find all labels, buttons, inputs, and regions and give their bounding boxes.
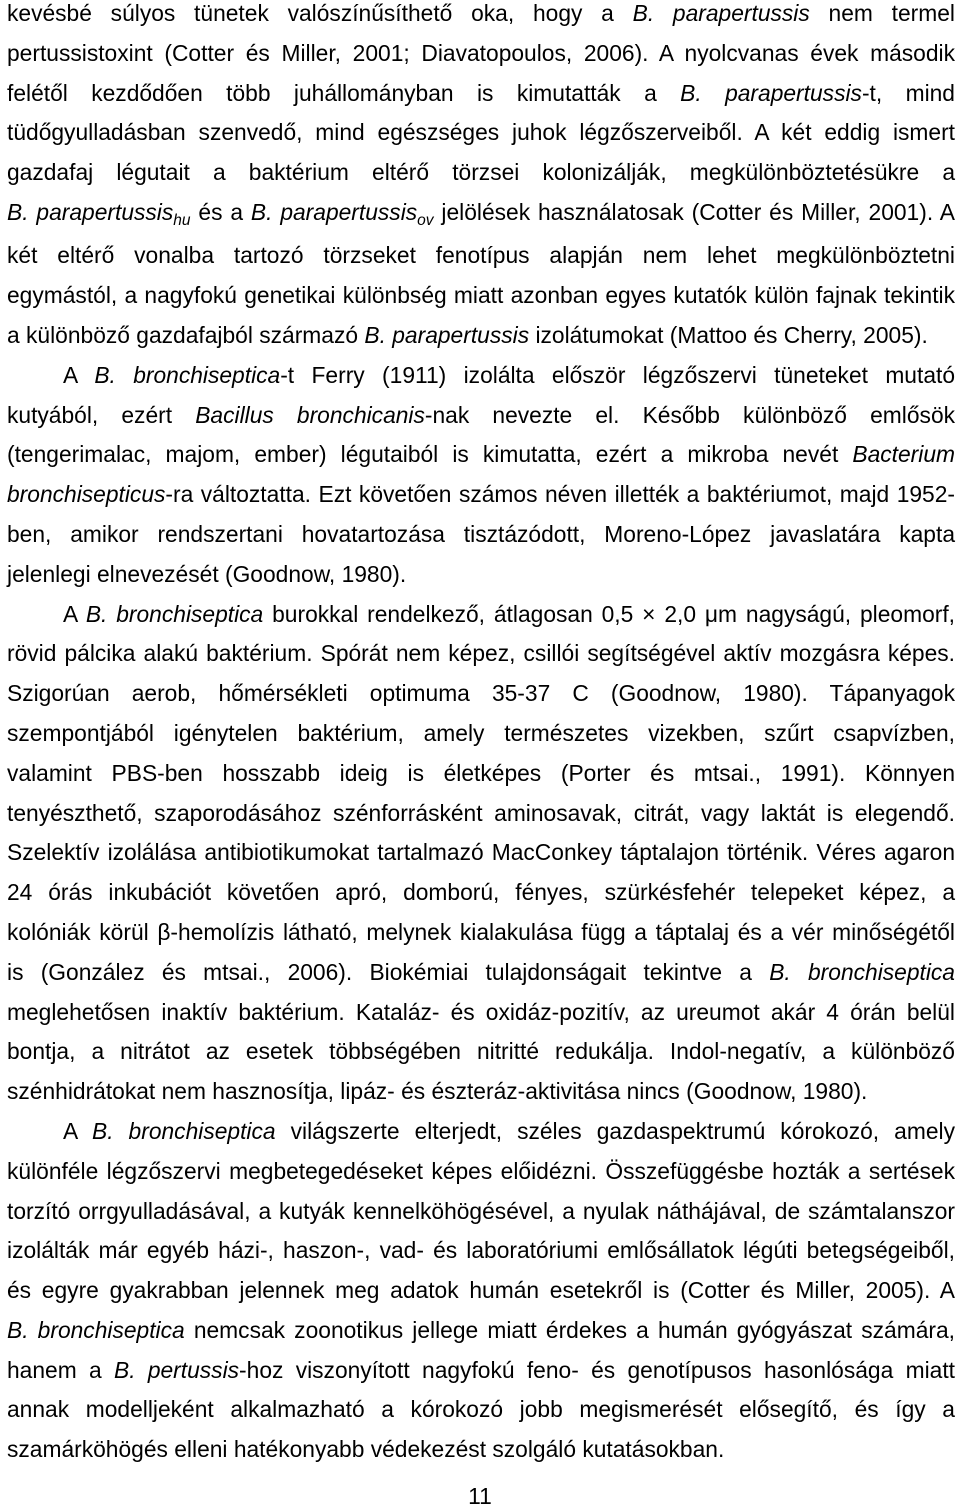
text-run: Szelektív izolálása antibiotikumokat tartalmazó MacConkey táptalajon történik. Véres agaron — [7, 839, 955, 866]
text-run: felétől kezdődően több juhállományban is kimutatták a — [7, 79, 681, 106]
text-line — [7, 1317, 955, 1357]
text-line — [7, 1357, 955, 1397]
text-run: meglehetősen inaktív baktérium. Kataláz- és oxidáz-pozitív, az ureumot akár 4 órán belül — [7, 998, 955, 1025]
paragraph — [7, 0, 955, 362]
text-line — [7, 601, 955, 641]
species-name: B. parapertussis — [680, 79, 862, 106]
text-run: nem termel — [809, 0, 955, 26]
species-name: B. bronchiseptica — [91, 1117, 276, 1144]
text-run: (tengerimalac, majom, ember) légutaiból is kimutatta, ezért a mikroba nevét — [7, 441, 853, 468]
text-run: és egyre gyakrabban jelennek meg adatok humán esetekről is (Cotter és Miller, 2005). A — [7, 1277, 955, 1304]
text-line — [7, 1118, 955, 1158]
text-line — [7, 999, 955, 1039]
text-line — [7, 199, 955, 242]
text-run: Szigorúan aerob, hőmérsékleti optimuma 35-37 C (Goodnow, 1980). Tápanyagok — [7, 680, 955, 707]
text-run: is (González és mtsai., 2006). Biokémiai tulajdonságait tekintve a — [7, 958, 770, 985]
text-run: jelölések használatosak (Cotter és Miller, 2001). A — [433, 198, 955, 225]
species-name: B. parapertussis — [364, 321, 530, 348]
text-run: -hoz viszonyított nagyfokú feno- és genotípusos hasonlósága miatt — [239, 1356, 955, 1383]
text-run: nemcsak zoonotikus jellege miatt érdekes a humán gyógyászat számára, — [184, 1316, 956, 1343]
text-line — [7, 1078, 955, 1118]
text-line — [7, 322, 955, 362]
species-name: B. parapertussis — [250, 198, 418, 225]
text-run: valamint PBS-ben hosszabb ideig is életképes (Porter és mtsai., 1991). Könnyen — [7, 759, 955, 786]
text-line — [7, 800, 955, 840]
text-run: -nak nevezte el. Később különböző emlősök — [424, 401, 956, 428]
strain-subscript: hu — [173, 211, 191, 229]
text-line — [7, 760, 955, 800]
text-line — [7, 561, 955, 601]
text-run: A — [63, 1117, 92, 1144]
text-run: izolátumokat (Mattoo és Cherry, 2005). — [529, 321, 928, 348]
paragraph — [7, 1118, 955, 1476]
text-line — [7, 40, 955, 80]
species-name: B. bronchiseptica — [94, 361, 281, 388]
text-line — [7, 1436, 955, 1476]
text-run: gazdafaj légutait a baktérium eltérő törzsei kolonizálják, megkülönböztetésükre a — [7, 159, 955, 186]
text-line — [7, 680, 955, 720]
text-run: világszerte elterjedt, széles gazdaspektrumú kórokozó, amely — [275, 1117, 955, 1144]
text-line — [7, 959, 955, 999]
page-number: 11 — [468, 1483, 492, 1509]
species-name: B. bronchiseptica — [85, 600, 264, 627]
strain-subscript: ov — [417, 211, 434, 229]
species-name: bronchisepticus — [7, 481, 166, 508]
text-line — [7, 720, 955, 760]
text-line — [7, 839, 955, 879]
text-line — [7, 1277, 955, 1317]
text-run: szénhidrátokat nem hasznosítja, lipáz- és észteráz-aktivitása nincs (Goodnow, 1980). — [7, 1078, 868, 1105]
document-body — [7, 0, 955, 1476]
text-run: torzító orrgyulladásával, a kutyák kennelköhögésével, a nyulak náthájával, de számtalanszor — [7, 1197, 955, 1224]
paragraph — [7, 601, 955, 1118]
text-line — [7, 80, 955, 120]
text-line — [7, 640, 955, 680]
text-line — [7, 242, 955, 282]
text-line — [7, 521, 955, 561]
text-line — [7, 1158, 955, 1198]
text-line — [7, 119, 955, 159]
text-line — [7, 1038, 955, 1078]
text-run: különféle légzőszervi megbetegedéseket képes előidézni. Összefüggésbe hozták a sertések — [7, 1157, 955, 1184]
text-run: -t, mind — [861, 79, 955, 106]
text-run: 24 órás inkubációt követően apró, domború, fényes, szürkésfehér telepeket képez, a — [7, 879, 955, 906]
species-name: B. parapertussis — [632, 0, 810, 26]
species-name: Bacillus bronchicanis — [195, 401, 425, 428]
text-run: tüdőgyulladásban szenvedő, mind egészséges juhok légzőszerveiből. A két eddig ismert — [7, 119, 955, 146]
text-run: ben, amikor rendszertani hovatartozása tisztázódott, Moreno-López javaslatára kapta — [7, 520, 955, 547]
text-line — [7, 441, 955, 481]
text-run: és a — [190, 198, 251, 225]
text-run: annak modelljeként alkalmazható a kórokozó jobb megismerését elősegítő, és így a — [7, 1396, 955, 1423]
species-name: B. bronchiseptica — [769, 958, 955, 985]
text-run: egymástól, a nagyfokú genetikai különbség miatt azonban egyes kutatók külön fajnak tekintik — [7, 282, 955, 309]
text-run: burokkal rendelkező, átlagosan 0,5 × 2,0 μm nagyságú, pleomorf, — [263, 600, 956, 627]
text-run: szempontjából igénytelen baktérium, amely természetes vizekben, szűrt csapvízben, — [7, 719, 955, 746]
text-run: kutyából, ezért — [7, 401, 196, 428]
text-line — [7, 919, 955, 959]
text-run: pertussistoxint (Cotter és Miller, 2001; Diavatopoulos, 2006). A nyolcvanas évek második — [7, 39, 955, 66]
species-name: B. parapertussis — [7, 198, 174, 225]
text-line — [7, 159, 955, 199]
text-line — [7, 362, 955, 402]
text-run: jelenlegi elnevezését (Goodnow, 1980). — [7, 560, 407, 587]
species-name: B. pertussis — [113, 1356, 240, 1383]
text-line — [7, 1237, 955, 1277]
text-run: bontja, a nitrátot az esetek többségében nitritté redukálja. Indol-negatív, a különböző — [7, 1038, 955, 1065]
text-line — [7, 481, 955, 521]
text-run: -ra változtatta. Ezt követően számos néven illették a baktériumot, majd 1952- — [165, 481, 955, 508]
species-name: B. bronchiseptica — [7, 1316, 185, 1343]
text-line — [7, 402, 955, 442]
text-run: -t Ferry (1911) izolálta először légzőszervi tüneteket mutató — [280, 361, 956, 388]
paragraph — [7, 362, 955, 601]
text-run: a különböző gazdafajból származó — [7, 321, 365, 348]
species-name: Bacterium — [852, 441, 955, 468]
text-line — [7, 282, 955, 322]
text-run: kevésbé súlyos tünetek valószínűsíthető oka, hogy a — [7, 0, 633, 26]
text-run: szamárköhögés elleni hatékonyabb védekezést szolgáló kutatásokban. — [7, 1436, 725, 1463]
text-run: két eltérő vonalba tartozó törzseket fenotípus alapján nem lehet megkülönböztetni — [7, 242, 955, 269]
text-run: rövid pálcika alakú baktérium. Spórát nem képez, csillói segítségével aktív mozgásra képes. — [7, 640, 955, 667]
text-line — [7, 1198, 955, 1238]
text-run: izolálták már egyéb házi-, haszon-, vad- és laboratóriumi emlősállatok légúti betegségeiből, — [7, 1237, 955, 1264]
text-run: kolóniák körül β-hemolízis látható, melynek kialakulása függ a táptalaj és a vér minőségétől — [7, 918, 955, 945]
text-line — [7, 0, 955, 40]
text-run: A — [63, 361, 95, 388]
text-run: tenyészthető, szaporodásához szénforrásként aminosavak, citrát, vagy laktát is elegendő. — [7, 799, 955, 826]
text-run: hanem a — [7, 1356, 114, 1383]
text-run: A — [63, 600, 86, 627]
text-line — [7, 1396, 955, 1436]
text-line — [7, 879, 955, 919]
